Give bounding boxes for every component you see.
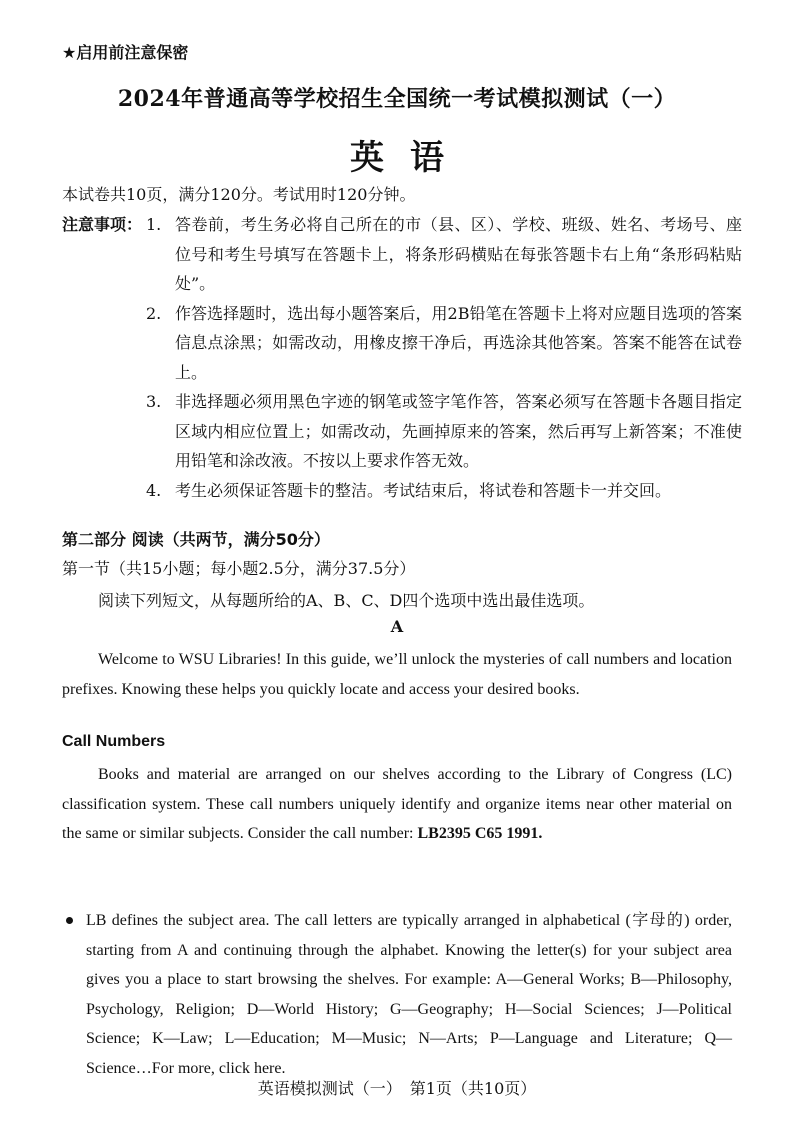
notes-block: [62, 210, 742, 505]
exam-title: 2024年普通高等学校招生全国统一考试模拟测试（一）: [117, 86, 677, 112]
note-number: 2.: [146, 303, 162, 323]
exam-info: 本试卷共10页，满分120分。考试用时120分钟。: [62, 185, 416, 204]
passage-paragraph: Welcome to WSU Libraries! In this guide, we’ll unlock the mysteries of call numbers and location prefixes. Knowing these helps you quickly locate and access your desired books.: [62, 651, 732, 698]
note-text: 作答选择题时，选出每小题答案后，用2B铅笔在答题卡上将对应题目选项的答案信息点涂黑；如需改动，用橡皮擦干净后，再选涂其他答案。答案不能答在试卷上。: [175, 303, 742, 382]
call-numbers-heading: Call Numbers: [62, 733, 166, 750]
note-item: [62, 387, 742, 476]
bullet-item: [62, 906, 732, 1083]
reading-instruction: 阅读下列短文，从每题所给的A、B、C、D四个选项中选出最佳选项。: [98, 591, 595, 610]
note-item: [62, 476, 742, 506]
part-heading: 第二部分 阅读（共两节，满分50分）: [62, 530, 330, 549]
bullet-dot-icon: [66, 917, 73, 924]
passage-paragraph: [62, 760, 732, 849]
section-heading: 第一节（共15小题；每小题2.5分，满分37.5分）: [62, 559, 416, 578]
note-number: 4.: [146, 480, 162, 500]
note-text: 非选择题必须用黑色字迹的钢笔或签字笔作答，答案必须写在答题卡各题目指定区域内相应位置上；如需改动，先画掉原来的答案，然后再写上新答案；不准使用铅笔和涂改液。不按以上要求作答无效。: [175, 392, 742, 470]
confidential-label: ★启用前注意保密: [62, 43, 189, 62]
note-item: [62, 210, 742, 299]
bullet-text: LB defines the subject area. The call letters are typically arranged in alphabetical (字母的) order, starting from A and continuing through the alphabet. Knowing the letter(s) for your subject area gives you a place to start browsing the shelves. For example: A—General Works; B—Philosophy, Psychology, Religion; D—World History; G—Geography; H—Social Sciences; J—Political Science; K—Law; L—Education; M—Music; N—Arts; P—Language and Literature; Q—Science…For more, click here.: [86, 912, 732, 1077]
passage-letter: A: [390, 617, 404, 636]
note-number: 3.: [146, 392, 162, 411]
subject-title: 英语: [350, 138, 470, 178]
note-text: 考生必须保证答题卡的整洁。考试结束后，将试卷和答题卡一并交回。: [175, 480, 672, 500]
paragraph-text: Books and material are arranged on our shelves according to the Library of Congress (LC) classification system. These call numbers uniquely identify and organize items near other material on the same or similar subjects. Consider the call number:: [62, 766, 732, 842]
note-item: [62, 299, 742, 388]
note-number: 1.: [146, 215, 162, 234]
notes-label: 注意事项：: [62, 215, 143, 234]
note-text: 答卷前，考生务必将自己所在的市（县、区）、学校、班级、姓名、考场号、座位号和考生号填写在答题卡上，将条形码横贴在每张答题卡右上角“条形码粘贴处”。: [175, 215, 742, 293]
call-number: LB2395 C65 1991.: [417, 825, 543, 842]
page-footer: 英语模拟测试（一） 第1页（共10页）: [257, 1079, 537, 1098]
